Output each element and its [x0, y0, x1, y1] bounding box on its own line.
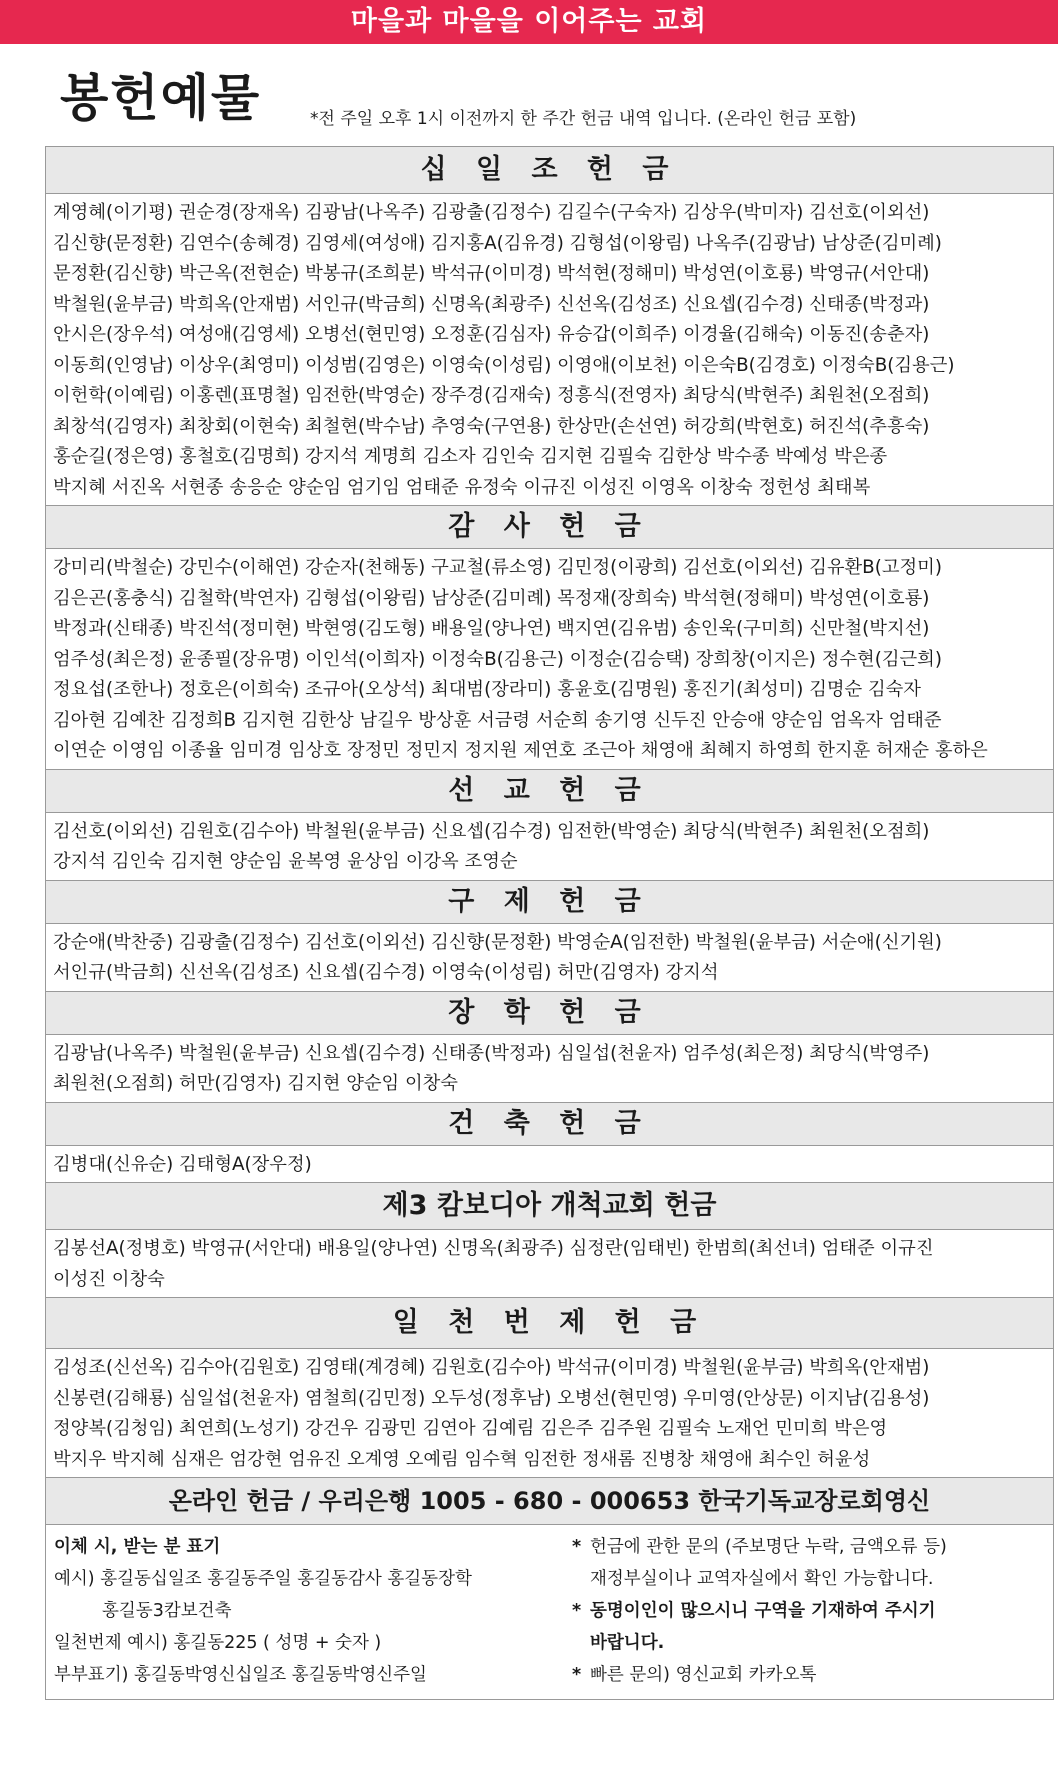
- title-note: *전 주일 오후 1시 이전까지 한 주간 헌금 내역 입니다. (온라인 헌금 포함): [310, 109, 857, 129]
- name-line: 정요섭(조한나) 정호은(이희숙) 조규아(오상석) 최대범(장라미) 홍윤호(김명원) 홍진기(최성미) 김명순 김숙자: [53, 679, 921, 700]
- name-line: 문정환(김신향) 박근옥(전현순) 박봉규(조희분) 박석규(이미경) 박석현(정해미) 박성연(이호룡) 박영규(서안대): [53, 263, 930, 284]
- offering-sections: [46, 147, 1053, 1478]
- note-continuation: 재정부실이나 교역자실에서 확인 가능합니다.: [590, 1569, 934, 1589]
- name-line: 김은곤(홍충식) 김철학(박연자) 김형섭(이왕림) 남상준(김미례) 목정재(장희숙) 박석현(정해미) 박성연(이호룡): [53, 587, 930, 609]
- transfer-example-line: 홍길동3캄보건축: [102, 1601, 232, 1621]
- transfer-heading: 이체 시, 받는 분 표기: [54, 1537, 221, 1557]
- name-line: 안시은(장우석) 여성애(김영세) 오병선(현민영) 오정훈(김심자) 유승갑(이희주) 이경율(김해숙) 이동진(송춘자): [53, 324, 930, 345]
- transfer-example-line: 부부표기) 홍길동박영신십일조 홍길동박영신주일: [54, 1665, 427, 1685]
- name-line: 최원천(오점희) 허만(김영자) 김지현 양순임 이창숙: [53, 1073, 458, 1094]
- section-names: [46, 1230, 1053, 1298]
- name-line: 김아현 김예찬 김정희B 김지현 김한상 남길우 방상훈 서금령 서순희 송기영 신두진 안승애 양순임 엄옥자 엄태준: [53, 709, 942, 731]
- page-title: 봉헌예물: [60, 69, 262, 127]
- inquiry-note: [572, 1531, 1052, 1595]
- online-info-box: [46, 1525, 1053, 1700]
- section-header: 감 사 헌 금: [46, 506, 1053, 549]
- name-line: 박철원(윤부금) 박희옥(안재범) 서인규(박금희) 신명옥(최광주) 신선옥(김성조) 신요셉(김수경) 신태종(박정과): [53, 293, 930, 315]
- section-header: 구 제 헌 금: [46, 881, 1053, 924]
- name-line: 신봉련(김해룡) 심일섭(천윤자) 염철희(김민정) 오두성(정후남) 오병선(현민영) 우미영(안상문) 이지남(김용성): [53, 1387, 930, 1409]
- inquiry-note: [572, 1659, 1052, 1691]
- online-offering-header: 온라인 헌금 / 우리은행 1005 - 680 - 000653 한국기독교장로회영신: [46, 1478, 1053, 1525]
- name-line: 박지혜 서진옥 서현종 송응순 양순임 엄기임 엄태준 유정숙 이규진 이성진 이영옥 이창숙 정헌성 최태복: [53, 476, 871, 498]
- section-names: [46, 1349, 1053, 1478]
- note-text: 동명이인이 많으시니 구역을 기재하여 주시기: [590, 1601, 936, 1621]
- note-continuation: 바랍니다.: [590, 1633, 665, 1653]
- section-header: 장 학 헌 금: [46, 992, 1053, 1035]
- name-line: 강순애(박찬중) 김광출(김정수) 김선호(이외선) 김신향(문정환) 박영순A(임전한) 박철원(윤부금) 서순애(신기원): [53, 931, 942, 953]
- offering-board: [45, 146, 1054, 1700]
- name-line: 김봉선A(정병호) 박영규(서안대) 배용일(양나연) 신명옥(최광주) 심정란(임태빈) 한범희(최선녀) 엄태준 이규진: [53, 1238, 934, 1259]
- section-header: 선 교 헌 금: [46, 770, 1053, 813]
- note-star: *: [572, 1665, 582, 1685]
- section-names: [46, 813, 1053, 881]
- name-line: 정양복(김청임) 최연희(노성기) 강건우 김광민 김연아 김예림 김은주 김주원 김필숙 노재언 민미희 박은영: [53, 1418, 888, 1439]
- section-names: [46, 1146, 1053, 1184]
- section-names: [46, 549, 1053, 770]
- section-header: 제3 캄보디아 개척교회 헌금: [46, 1183, 1053, 1230]
- name-line: 김병대(신유순) 김태형A(장우정): [53, 1153, 312, 1175]
- note-text: 헌금에 관한 문의 (주보명단 누락, 금액오류 등): [590, 1537, 947, 1557]
- name-line: 계영혜(이기평) 권순경(장재옥) 김광남(나옥주) 김광출(김정수) 김길수(구숙자) 김상우(박미자) 김선호(이외선): [53, 202, 930, 223]
- name-line: 이성진 이창숙: [53, 1268, 165, 1290]
- section-header: 십 일 조 헌 금: [46, 147, 1053, 194]
- inquiry-note: [572, 1595, 1052, 1659]
- note-star: *: [572, 1537, 582, 1557]
- name-line: 강미리(박철순) 강민수(이해연) 강순자(천해동) 구교철(류소영) 김민정(이광희) 김선호(이외선) 김유환B(고정미): [53, 557, 942, 578]
- name-line: 이헌학(이예림) 이홍렌(표명철) 임전한(박영순) 장주경(김재숙) 정흥식(전영자) 최당식(박현주) 최원천(오점희): [53, 385, 930, 406]
- name-line: 최창석(김영자) 최창회(이현숙) 최철현(박수남) 추영숙(구연용) 한상만(손선연) 허강희(박현호) 허진석(추흥숙): [53, 415, 930, 437]
- title-row: [0, 44, 1058, 136]
- note-star: *: [572, 1601, 582, 1621]
- name-line: 홍순길(정은영) 홍철호(김명희) 강지석 계명희 김소자 김인숙 김지현 김필숙 김한상 박수종 박예성 박은종: [53, 446, 888, 467]
- name-line: 김광남(나옥주) 박철원(윤부금) 신요셉(김수경) 신태종(박정과) 심일섭(천윤자) 엄주성(최은정) 최당식(박영주): [53, 1042, 930, 1064]
- name-line: 이동희(인영남) 이상우(최영미) 이성범(김영은) 이영숙(이성림) 이영애(이보천) 이은숙B(김경호) 이정숙B(김용근): [53, 354, 955, 376]
- section-names: [46, 194, 1053, 506]
- name-line: 김선호(이외선) 김원호(김수아) 박철원(윤부금) 신요셉(김수경) 임전한(박영순) 최당식(박현주) 최원천(오점희): [53, 820, 930, 842]
- name-line: 박정과(신태종) 박진석(정미현) 박현영(김도형) 배용일(양나연) 백지연(김유범) 송인욱(구미희) 신만철(박지선): [53, 618, 930, 639]
- transfer-instructions: [54, 1531, 554, 1691]
- name-line: 이연순 이영임 이종율 임미경 임상호 장정민 정민지 정지원 제연호 조근아 채영애 최혜지 하영희 한지훈 허재순 홍하은: [53, 740, 988, 761]
- name-line: 서인규(박금희) 신선옥(김성조) 신요셉(김수경) 이영숙(이성림) 허만(김영자) 강지석: [53, 962, 719, 983]
- section-header: 일 천 번 제 헌 금: [46, 1298, 1053, 1349]
- name-line: 강지석 김인숙 김지현 양순임 윤복영 윤상임 이강옥 조영순: [53, 851, 518, 872]
- name-line: 박지우 박지혜 심재은 엄강현 엄유진 오계영 오예림 임수혁 임전한 정새롬 진병창 채영애 최수인 허윤성: [53, 1448, 871, 1470]
- note-text: 빠른 문의) 영신교회 카카오톡: [590, 1665, 817, 1685]
- name-line: 김신향(문정환) 김연수(송혜경) 김영세(여성애) 김지홍A(김유경) 김형섭(이왕림) 나옥주(김광남) 남상준(김미례): [53, 232, 942, 254]
- top-banner: 마을과 마을을 이어주는 교회: [0, 0, 1058, 44]
- section-names: [46, 1035, 1053, 1103]
- section-header: 건 축 헌 금: [46, 1103, 1053, 1146]
- name-line: 김성조(신선옥) 김수아(김원호) 김영태(계경혜) 김원호(김수아) 박석규(이미경) 박철원(윤부금) 박희옥(안재범): [53, 1357, 930, 1378]
- inquiry-notes: [572, 1531, 1052, 1691]
- section-names: [46, 924, 1053, 992]
- transfer-example-line: 예시) 홍길동십일조 홍길동주일 홍길동감사 홍길동장학: [54, 1569, 472, 1589]
- transfer-example-line: 일천번제 예시) 홍길동225 ( 성명 + 숫자 ): [54, 1633, 382, 1653]
- name-line: 엄주성(최은정) 윤종필(장유명) 이인석(이희자) 이정숙B(김용근) 이정순(김승택) 장희창(이지은) 정수현(김근희): [53, 648, 942, 670]
